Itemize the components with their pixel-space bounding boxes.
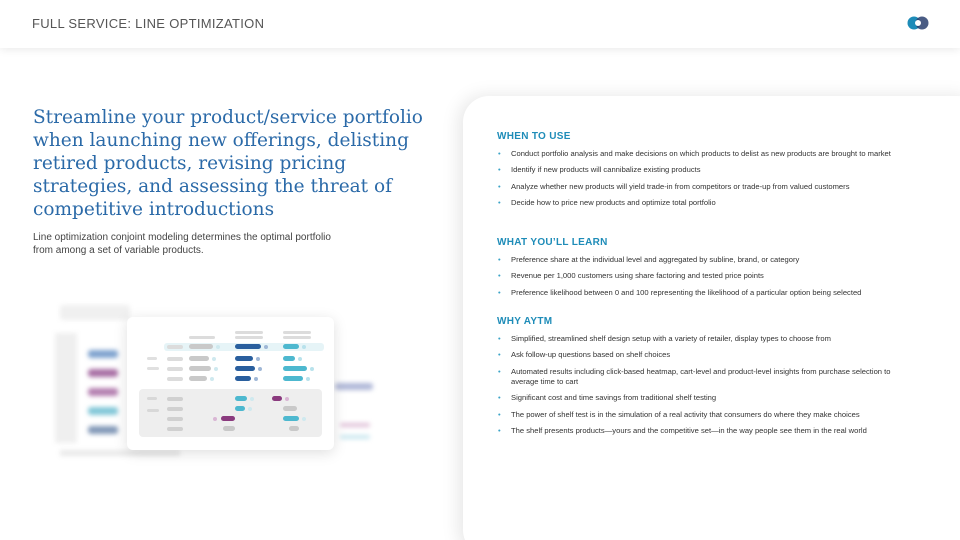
list-item: • Preference share at the individual level and aggregated by subline, brand, or category (497, 255, 917, 265)
list-item: • Revenue per 1,000 customers using share factoring and tested price points (497, 271, 917, 281)
list-item: • The shelf presents products—yours and the competitive set—in the way people see them in the real world (497, 426, 917, 436)
section-what-you-learn (497, 237, 917, 304)
list-item: • Automated results including click-based heatmap, cart-level and product-level insights from purchase selection to average time to cart (497, 367, 917, 387)
list-item: • Significant cost and time savings from traditional shelf testing (497, 393, 917, 403)
list-item: • Simplified, streamlined shelf design setup with a variety of retailer, display types to choose from (497, 334, 917, 344)
section-when-to-use (497, 131, 917, 215)
section-heading: WHY AYTM (497, 316, 553, 327)
aytm-logo-icon (907, 14, 929, 32)
list-item: • Ask follow-up questions based on shelf choices (497, 350, 917, 360)
intro-headline: Streamline your product/service portfolio when launching new offerings, delisting retired products, revising pricing strategies, and assessing the threat of competitive introductions (33, 107, 423, 220)
list-item: • Identify if new products will cannibalize existing products (497, 165, 917, 175)
bullet-list (497, 255, 917, 298)
section-why-aytm (497, 316, 917, 442)
list-item: • Conduct portfolio analysis and make decisions on which products to delist as new products are brought to market (497, 149, 917, 159)
list-item: • Preference likelihood between 0 and 100 representing the likelihood of a particular option being selected (497, 288, 917, 298)
list-item: • Decide how to price new products and optimize total portfolio (497, 198, 917, 208)
results-card (127, 317, 334, 450)
dashboard-illustration (55, 300, 385, 460)
page-title: FULL SERVICE: LINE OPTIMIZATION (32, 16, 265, 31)
section-heading: WHAT YOU’LL LEARN (497, 237, 608, 248)
bullet-list (497, 149, 917, 208)
list-item: • Analyze whether new products will yield trade-in from competitors or trade-up from valued customers (497, 182, 917, 192)
section-heading: WHEN TO USE (497, 131, 571, 142)
header-bar (0, 0, 960, 48)
list-item: • The power of shelf test is in the simulation of a real activity that consumers do where they make choices (497, 410, 917, 420)
intro-description: Line optimization conjoint modeling determines the optimal portfolio from among a set of variable products. (33, 232, 331, 256)
bullet-list (497, 334, 917, 436)
